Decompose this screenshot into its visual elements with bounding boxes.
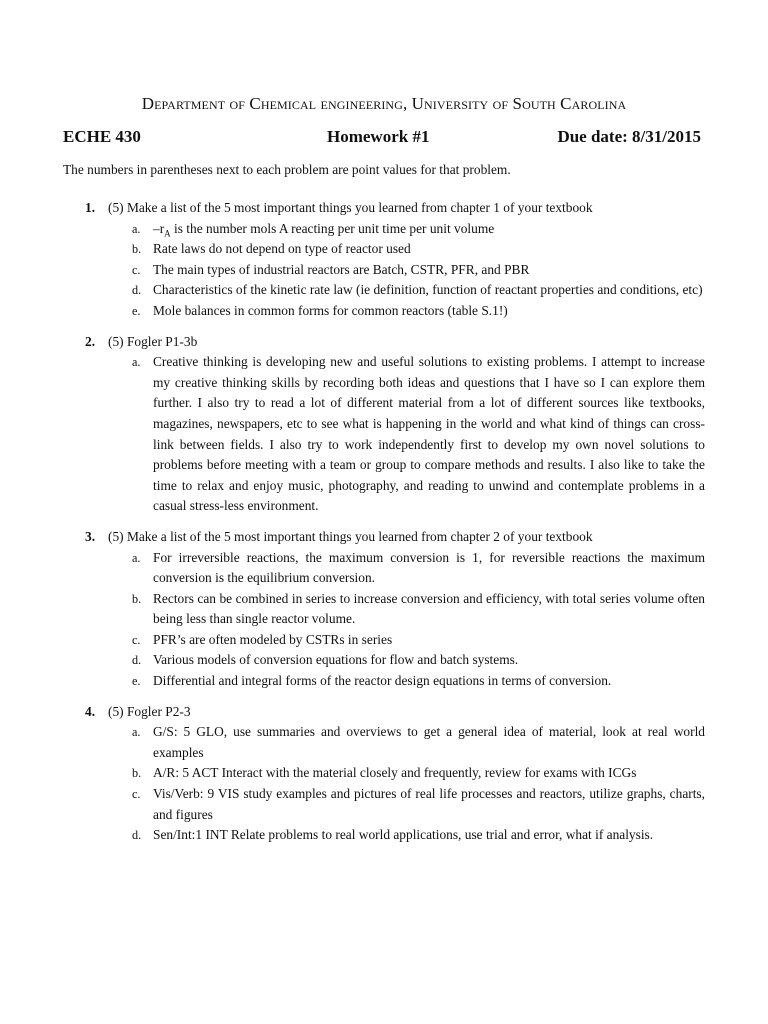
item-text: Differential and integral forms of the reactor design equations in terms of conversion. xyxy=(153,673,612,689)
answer-list xyxy=(108,352,705,517)
list-item xyxy=(108,280,705,301)
item-text: Creative thinking is developing new and useful solutions to existing problems. I attempt to increase my creative thinking skills by recording both ideas and questions that I have so I can explore them further. I also try to read a lot of different material from a lot of different sources like textbooks, magazines, newspapers, etc to see what is happening in the world and what kind of things can cross-link between fields. I also try to work independently first to develop my own novel solutions to problems before meeting with a team or group to compare methods and results. I also like to take the time to relax and enjoy music, photography, and reading to unwind and contemplate problems in a casual stress-less environment. xyxy=(153,354,705,514)
problem-number: 4. xyxy=(85,703,96,719)
item-text: The main types of industrial reactors are Batch, CSTR, PFR, and PBR xyxy=(153,261,530,277)
item-text: Sen/Int:1 INT Relate problems to real world applications, use trial and error, what if analysis. xyxy=(153,827,654,843)
item-text: A/R: 5 ACT Interact with the material closely and frequently, review for exams with ICGs xyxy=(153,765,637,781)
rate-symbol: –r xyxy=(153,220,165,236)
problem-3 xyxy=(63,527,705,692)
item-letter: c. xyxy=(132,632,141,647)
item-letter: e. xyxy=(132,674,141,689)
item-letter: b. xyxy=(132,242,142,257)
list-item xyxy=(108,784,705,825)
list-item xyxy=(108,630,705,651)
intro-text: The numbers in parentheses next to each problem are point values for that problem. xyxy=(63,162,511,177)
list-item xyxy=(108,352,705,517)
list-item xyxy=(108,260,705,281)
problem-number: 1. xyxy=(85,200,96,215)
item-letter: d. xyxy=(132,653,142,668)
problem-number: 2. xyxy=(85,333,96,349)
list-item xyxy=(108,239,705,260)
item-text: For irreversible reactions, the maximum conversion is 1, for reversible reactions the maximum conversion is the equilibrium conversion. xyxy=(153,549,705,586)
list-item xyxy=(108,722,705,763)
problem-text: (5) Make a list of the 5 most important things you learned from chapter 1 of your textbook xyxy=(108,200,593,215)
item-letter: c. xyxy=(132,787,141,802)
item-letter: a. xyxy=(132,725,141,740)
list-item xyxy=(108,548,705,589)
item-letter: d. xyxy=(132,283,142,298)
course-code: ECHE 430 xyxy=(63,127,141,146)
answer-list xyxy=(108,219,705,322)
problem-text: (5) Fogler P1-3b xyxy=(108,333,198,349)
list-item xyxy=(108,825,705,846)
item-letter: a. xyxy=(132,355,141,370)
item-text: Characteristics of the kinetic rate law (ie definition, function of reactant properties and conditions, etc) xyxy=(153,282,703,298)
item-letter: a. xyxy=(132,550,141,565)
homework-title: Homework #1 xyxy=(327,127,430,146)
problem-4 xyxy=(63,702,705,846)
list-item xyxy=(108,219,705,240)
item-letter: b. xyxy=(132,591,142,606)
list-item xyxy=(108,763,705,784)
rate-subscript: A xyxy=(164,228,171,239)
answer-list xyxy=(108,722,705,846)
item-text: Rate laws do not depend on type of reactor used xyxy=(153,241,411,257)
item-letter: d. xyxy=(132,828,142,843)
problem-text: (5) Make a list of the 5 most important things you learned from chapter 2 of your textbook xyxy=(108,528,593,544)
problem-number: 3. xyxy=(85,528,96,544)
due-date: Due date: 8/31/2015 xyxy=(557,127,701,146)
item-text xyxy=(153,220,495,239)
item-letter: a. xyxy=(132,221,141,236)
answer-list xyxy=(108,548,705,692)
item-letter: e. xyxy=(132,303,141,318)
item-text: Various models of conversion equations for flow and batch systems. xyxy=(153,652,519,668)
list-item xyxy=(108,301,705,322)
list-item xyxy=(108,671,705,692)
problem-2 xyxy=(63,332,705,517)
item-text: Mole balances in common forms for common reactors (table S.1!) xyxy=(153,302,508,318)
item-letter: b. xyxy=(132,766,142,781)
department-heading: Department of Chemical engineering, University of South Carolina xyxy=(141,94,627,113)
problem-1 xyxy=(63,198,705,322)
item-text: Vis/Verb: 9 VIS study examples and pictures of real life processes and reactors, utilize graphs, charts, and figures xyxy=(153,786,705,822)
item-letter: c. xyxy=(132,262,141,277)
title-bar xyxy=(63,127,703,151)
item-text: PFR’s are often modeled by CSTRs in series xyxy=(153,631,393,647)
item-text: Rectors can be combined in series to increase conversion and efficiency, with total series volume often being less than single reactor volume. xyxy=(153,590,705,627)
problem-text: (5) Fogler P2-3 xyxy=(108,703,191,719)
list-item xyxy=(108,589,705,630)
problem-list xyxy=(63,198,705,846)
item-text-rest: is the number mols A reacting per unit time per unit volume xyxy=(170,220,495,236)
item-text: G/S: 5 GLO, use summaries and overviews to get a general idea of material, look at real world examples xyxy=(153,724,705,760)
list-item xyxy=(108,650,705,671)
